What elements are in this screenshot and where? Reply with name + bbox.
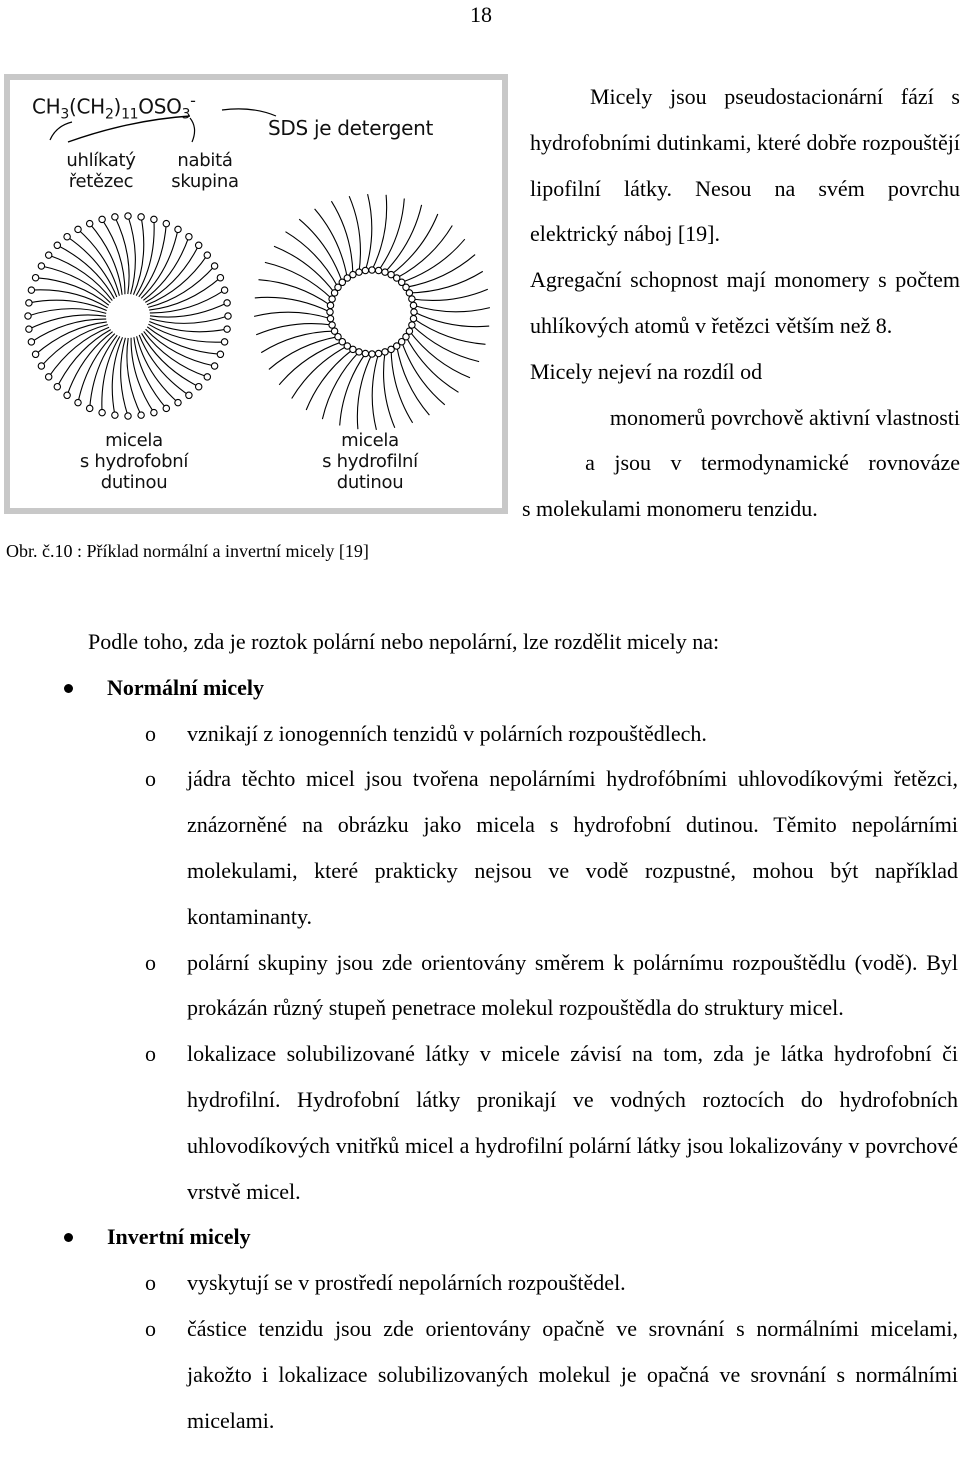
surfactant-head bbox=[382, 269, 388, 275]
surfactant-tail bbox=[269, 337, 338, 370]
side-paragraph-2: Agregační schopnost mají monomery s počtem uhlíkových atomů v řetězci větším než 8. bbox=[530, 267, 960, 338]
surfactant-tail bbox=[414, 319, 486, 345]
label-charged-group bbox=[160, 150, 250, 192]
surfactant-tail bbox=[150, 303, 227, 317]
surfactant-head bbox=[64, 392, 70, 398]
label-line: skupina bbox=[171, 171, 239, 192]
surfactant-head bbox=[64, 234, 70, 240]
list-item bbox=[0, 940, 960, 1032]
surfactant-tail bbox=[315, 209, 348, 278]
surfactant-head bbox=[75, 399, 81, 405]
surfactant-head bbox=[369, 267, 375, 273]
list-item bbox=[0, 756, 960, 939]
surfactant-tail bbox=[131, 338, 154, 413]
surfactant-tail bbox=[31, 319, 106, 342]
formula-sub: 3 bbox=[181, 106, 191, 123]
surfactant-head bbox=[211, 363, 217, 369]
sds-detergent-arrow bbox=[222, 109, 276, 116]
surfactant-head bbox=[99, 409, 105, 415]
surfactant-head bbox=[26, 300, 32, 306]
surfactant-head bbox=[28, 339, 34, 345]
surfactant-head bbox=[38, 363, 44, 369]
surfactant-head bbox=[327, 315, 333, 321]
surfactant-tail bbox=[143, 237, 189, 301]
surfactant-tail bbox=[372, 195, 387, 270]
surfactant-head bbox=[362, 267, 368, 273]
surfactant-head bbox=[217, 351, 223, 357]
surfactant-tail bbox=[259, 280, 331, 306]
side-paragraph-3-line: monomerů povrchově aktivní vlastnosti bbox=[609, 404, 960, 430]
main-text bbox=[0, 619, 960, 1443]
surfactant-tail bbox=[406, 337, 459, 393]
list-marker-icon: o bbox=[145, 766, 156, 792]
list-marker-icon: o bbox=[145, 720, 156, 746]
surfactant-head bbox=[87, 220, 93, 226]
surfactant-tail bbox=[292, 346, 348, 399]
surfactant-tail bbox=[41, 266, 110, 303]
surfactant-head bbox=[151, 409, 157, 415]
surfactant-head bbox=[54, 242, 60, 248]
formula-ch2: (CH bbox=[69, 94, 105, 119]
surfactant-tail bbox=[36, 322, 107, 354]
label-line: s hydrofobní bbox=[79, 451, 189, 472]
surfactant-head bbox=[75, 226, 81, 232]
surfactant-head bbox=[411, 309, 417, 315]
bullet-icon bbox=[64, 684, 73, 693]
section-title-text: Normální micely bbox=[107, 674, 265, 700]
surfactant-head bbox=[32, 275, 38, 281]
surfactant-tail bbox=[102, 336, 120, 412]
surfactant-tail bbox=[255, 297, 330, 312]
surfactant-head bbox=[196, 242, 202, 248]
surfactant-tail bbox=[402, 239, 465, 282]
surfactant-head bbox=[217, 275, 223, 281]
surfactant-head bbox=[175, 399, 181, 405]
section-title-normal bbox=[0, 665, 960, 711]
surfactant-head bbox=[25, 313, 31, 319]
surfactant-tail bbox=[414, 305, 490, 311]
surfactant-tail bbox=[357, 354, 372, 429]
list-marker-icon: o bbox=[145, 949, 156, 975]
surfactant-head bbox=[388, 346, 394, 352]
surfactant-head bbox=[38, 263, 44, 269]
intro-paragraph: Podle toho, zda je roztok polární nebo nepolární, lze rozdělit micely na: bbox=[88, 629, 720, 654]
label-hydrocarbon-chain bbox=[46, 150, 156, 192]
surfactant-head bbox=[350, 271, 356, 277]
surfactant-head bbox=[224, 326, 230, 332]
list-marker-icon: o bbox=[145, 1041, 156, 1067]
label-line: dutinou bbox=[336, 472, 404, 493]
surfactant-tail bbox=[379, 199, 405, 271]
surfactant-head bbox=[375, 267, 381, 273]
side-paragraph-3-line: Micely nejeví na rozdíl od bbox=[530, 358, 763, 384]
surfactant-tail bbox=[391, 214, 438, 275]
surfactant-head bbox=[46, 374, 52, 380]
surfactant-head bbox=[26, 326, 32, 332]
surfactant-head bbox=[186, 234, 192, 240]
normal-micelle bbox=[25, 213, 231, 419]
list-item-text: polární skupiny jsou zde orientovány směrem k polárnímu rozpouštědlu (vodě). Byl prokázán různý stupeň penetrace molekul rozpouštědla do struktury micel. bbox=[187, 949, 958, 1021]
list-marker-icon: o bbox=[145, 1270, 156, 1296]
surfactant-head bbox=[224, 300, 230, 306]
surfactant-head bbox=[369, 351, 375, 357]
label-line: dutinou bbox=[100, 472, 168, 493]
section-title-text: Invertní micely bbox=[107, 1224, 251, 1250]
surfactant-tail bbox=[134, 337, 166, 408]
surfactant-head bbox=[409, 322, 415, 328]
list-item bbox=[0, 1031, 960, 1214]
surfactant-head bbox=[329, 296, 335, 302]
surfactant-tail bbox=[67, 332, 113, 396]
surfactant-head bbox=[356, 269, 362, 275]
surfactant-head bbox=[46, 252, 52, 258]
surfactant-head bbox=[204, 252, 210, 258]
label-line: nabitá bbox=[177, 150, 233, 171]
surfactant-tail bbox=[90, 224, 122, 295]
section-title-inverted bbox=[0, 1214, 960, 1260]
surfactant-tail bbox=[372, 354, 378, 430]
list-item-text: vznikají z ionogenních tenzidů v polárních rozpouštědlech. bbox=[187, 720, 707, 746]
surfactant-head bbox=[151, 216, 157, 222]
surfactant-tail bbox=[340, 354, 366, 426]
surfactant-tail bbox=[322, 352, 359, 419]
surfactant-head bbox=[99, 216, 105, 222]
surfactant-head bbox=[125, 413, 131, 419]
label-sds-detergent: SDS je detergent bbox=[268, 116, 434, 140]
surfactant-head bbox=[54, 384, 60, 390]
surfactant-tail bbox=[136, 219, 154, 295]
surfactant-head bbox=[28, 287, 34, 293]
surfactant-head bbox=[32, 351, 38, 357]
label-inverted-micelle bbox=[300, 430, 440, 493]
label-normal-micelle bbox=[64, 430, 204, 493]
list-item-text: lokalizace solubilizované látky v micele závisí na tom, zda je látka hydrofobní či hydrofilní. Hydrofobní látky pronikají ve vodných roztocích do hydrofobních uhlovodíkových vnitřků micel a hydrofilní polární látky jsou lokalizovány v povrchové vrstvě micel. bbox=[187, 1041, 958, 1204]
formula-sub: 11 bbox=[121, 106, 139, 123]
surfactant-tail bbox=[406, 255, 475, 288]
surfactant-tail bbox=[144, 331, 208, 377]
surfactant-tail bbox=[149, 278, 220, 310]
side-paragraph-1: Micely jsou pseudostacionární fází s hydrofobními dutinkami, které dobře rozpouštějí lipofilní látky. Nesou na svém povrchu elektrický náboj [19]. bbox=[530, 84, 960, 247]
list-item-text: částice tenzidu jsou zde orientovány opačně ve srovnání s normálními micelami, jakožto i lokalizace solubilizovaných molekul je opačná ve srovnání s normálními micelami. bbox=[187, 1315, 958, 1433]
surfactant-head bbox=[125, 213, 131, 219]
surfactant-head bbox=[204, 374, 210, 380]
surfactant-tail bbox=[414, 312, 489, 327]
figure-caption: Obr. č.10 : Příklad normální a invertní micely [19] bbox=[6, 541, 369, 561]
surfactant-head bbox=[221, 339, 227, 345]
list-marker-icon: o bbox=[145, 1315, 156, 1341]
side-paragraph-3-line: a jsou v termodynamické rovnováze bbox=[585, 450, 960, 476]
surfactant-tail bbox=[412, 289, 488, 300]
surfactant-tail bbox=[409, 331, 470, 378]
surfactant-tail bbox=[397, 226, 453, 279]
surfactant-head bbox=[382, 349, 388, 355]
surfactant-tail bbox=[412, 325, 479, 362]
surfactant-head bbox=[409, 296, 415, 302]
list-item bbox=[0, 1306, 960, 1443]
surfactant-tail bbox=[286, 232, 339, 288]
surfactant-head bbox=[225, 313, 231, 319]
side-text bbox=[522, 74, 960, 532]
surfactant-tail bbox=[306, 349, 353, 410]
micelle-figure-canvas bbox=[10, 80, 502, 508]
page-number: 18 bbox=[470, 2, 492, 27]
surfactant-head bbox=[175, 226, 181, 232]
surfactant-head bbox=[331, 328, 337, 334]
surfactant-tail bbox=[299, 219, 342, 282]
sds-formula bbox=[32, 90, 196, 126]
surfactant-tail bbox=[78, 334, 115, 403]
surfactant-tail bbox=[397, 346, 430, 415]
surfactant-tail bbox=[265, 262, 332, 299]
surfactant-head bbox=[87, 405, 93, 411]
surfactant-tail bbox=[256, 324, 332, 335]
surfactant-tail bbox=[279, 342, 342, 385]
formula-sub: 3 bbox=[60, 106, 70, 123]
surfactant-head bbox=[186, 392, 192, 398]
surfactant-head bbox=[410, 315, 416, 321]
surfactant-tail bbox=[384, 352, 395, 428]
formula-charge: - bbox=[190, 91, 196, 110]
surfactant-head bbox=[138, 214, 144, 220]
surfactant-tail bbox=[146, 329, 215, 366]
formula-sub: 2 bbox=[104, 106, 114, 123]
formula-ch: CH bbox=[32, 94, 61, 119]
surfactant-tail bbox=[141, 229, 178, 298]
surfactant-tail bbox=[115, 217, 129, 294]
surfactant-tail bbox=[402, 342, 445, 405]
surfactant-head bbox=[112, 214, 118, 220]
micelle-figure bbox=[4, 74, 508, 514]
surfactant-head bbox=[329, 322, 335, 328]
surfactant-tail bbox=[31, 290, 107, 308]
label-line: micela bbox=[105, 430, 163, 451]
surfactant-head bbox=[112, 412, 118, 418]
surfactant-head bbox=[211, 263, 217, 269]
surfactant-tail bbox=[254, 312, 330, 318]
list-item bbox=[0, 1260, 960, 1306]
surfactant-tail bbox=[49, 255, 113, 301]
surfactant-tail bbox=[274, 246, 335, 293]
surfactant-tail bbox=[29, 315, 106, 329]
surfactant-head bbox=[375, 350, 381, 356]
formula-oso: OSO bbox=[138, 94, 182, 119]
list-item bbox=[0, 711, 960, 757]
list-item-text: vyskytují se v prostředí nepolárních rozpouštědel. bbox=[187, 1270, 626, 1296]
list-item-text: jádra těchto micel jsou tvořena nepolárními hydrofóbními uhlovodíkovými řetězci, znázorněné na obrázku jako micela s hydrofobní dutinou. Těmito nepolárními molekulami, které prakticky nejsou ve vodě rozpustné, mohou být například kontaminanty. bbox=[187, 766, 958, 929]
surfactant-head bbox=[327, 309, 333, 315]
surfactant-head bbox=[138, 412, 144, 418]
surfactant-head bbox=[196, 384, 202, 390]
inverted-micelle bbox=[254, 194, 490, 430]
surfactant-tail bbox=[385, 205, 422, 272]
surfactant-head bbox=[406, 290, 412, 296]
label-line: s hydrofilní bbox=[322, 451, 418, 472]
bullet-icon bbox=[64, 1233, 73, 1242]
surfactant-tail bbox=[127, 338, 141, 415]
formula-paren: ) bbox=[113, 94, 122, 119]
label-line: řetězec bbox=[68, 171, 134, 192]
surfactant-head bbox=[362, 350, 368, 356]
side-paragraph-3-line: s molekulami monomeru tenzidu. bbox=[522, 496, 818, 522]
label-line: uhlíkatý bbox=[66, 150, 136, 171]
surfactant-head bbox=[163, 405, 169, 411]
surfactant-head bbox=[327, 302, 333, 308]
surfactant-tail bbox=[349, 196, 360, 272]
surfactant-tail bbox=[365, 194, 371, 270]
surfactant-head bbox=[221, 287, 227, 293]
surfactant-tail bbox=[150, 290, 225, 313]
label-line: micela bbox=[341, 430, 399, 451]
surfactant-head bbox=[356, 349, 362, 355]
surfactant-tail bbox=[148, 324, 224, 342]
surfactant-tail bbox=[102, 219, 125, 294]
surfactant-head bbox=[410, 302, 416, 308]
surfactant-head bbox=[163, 220, 169, 226]
